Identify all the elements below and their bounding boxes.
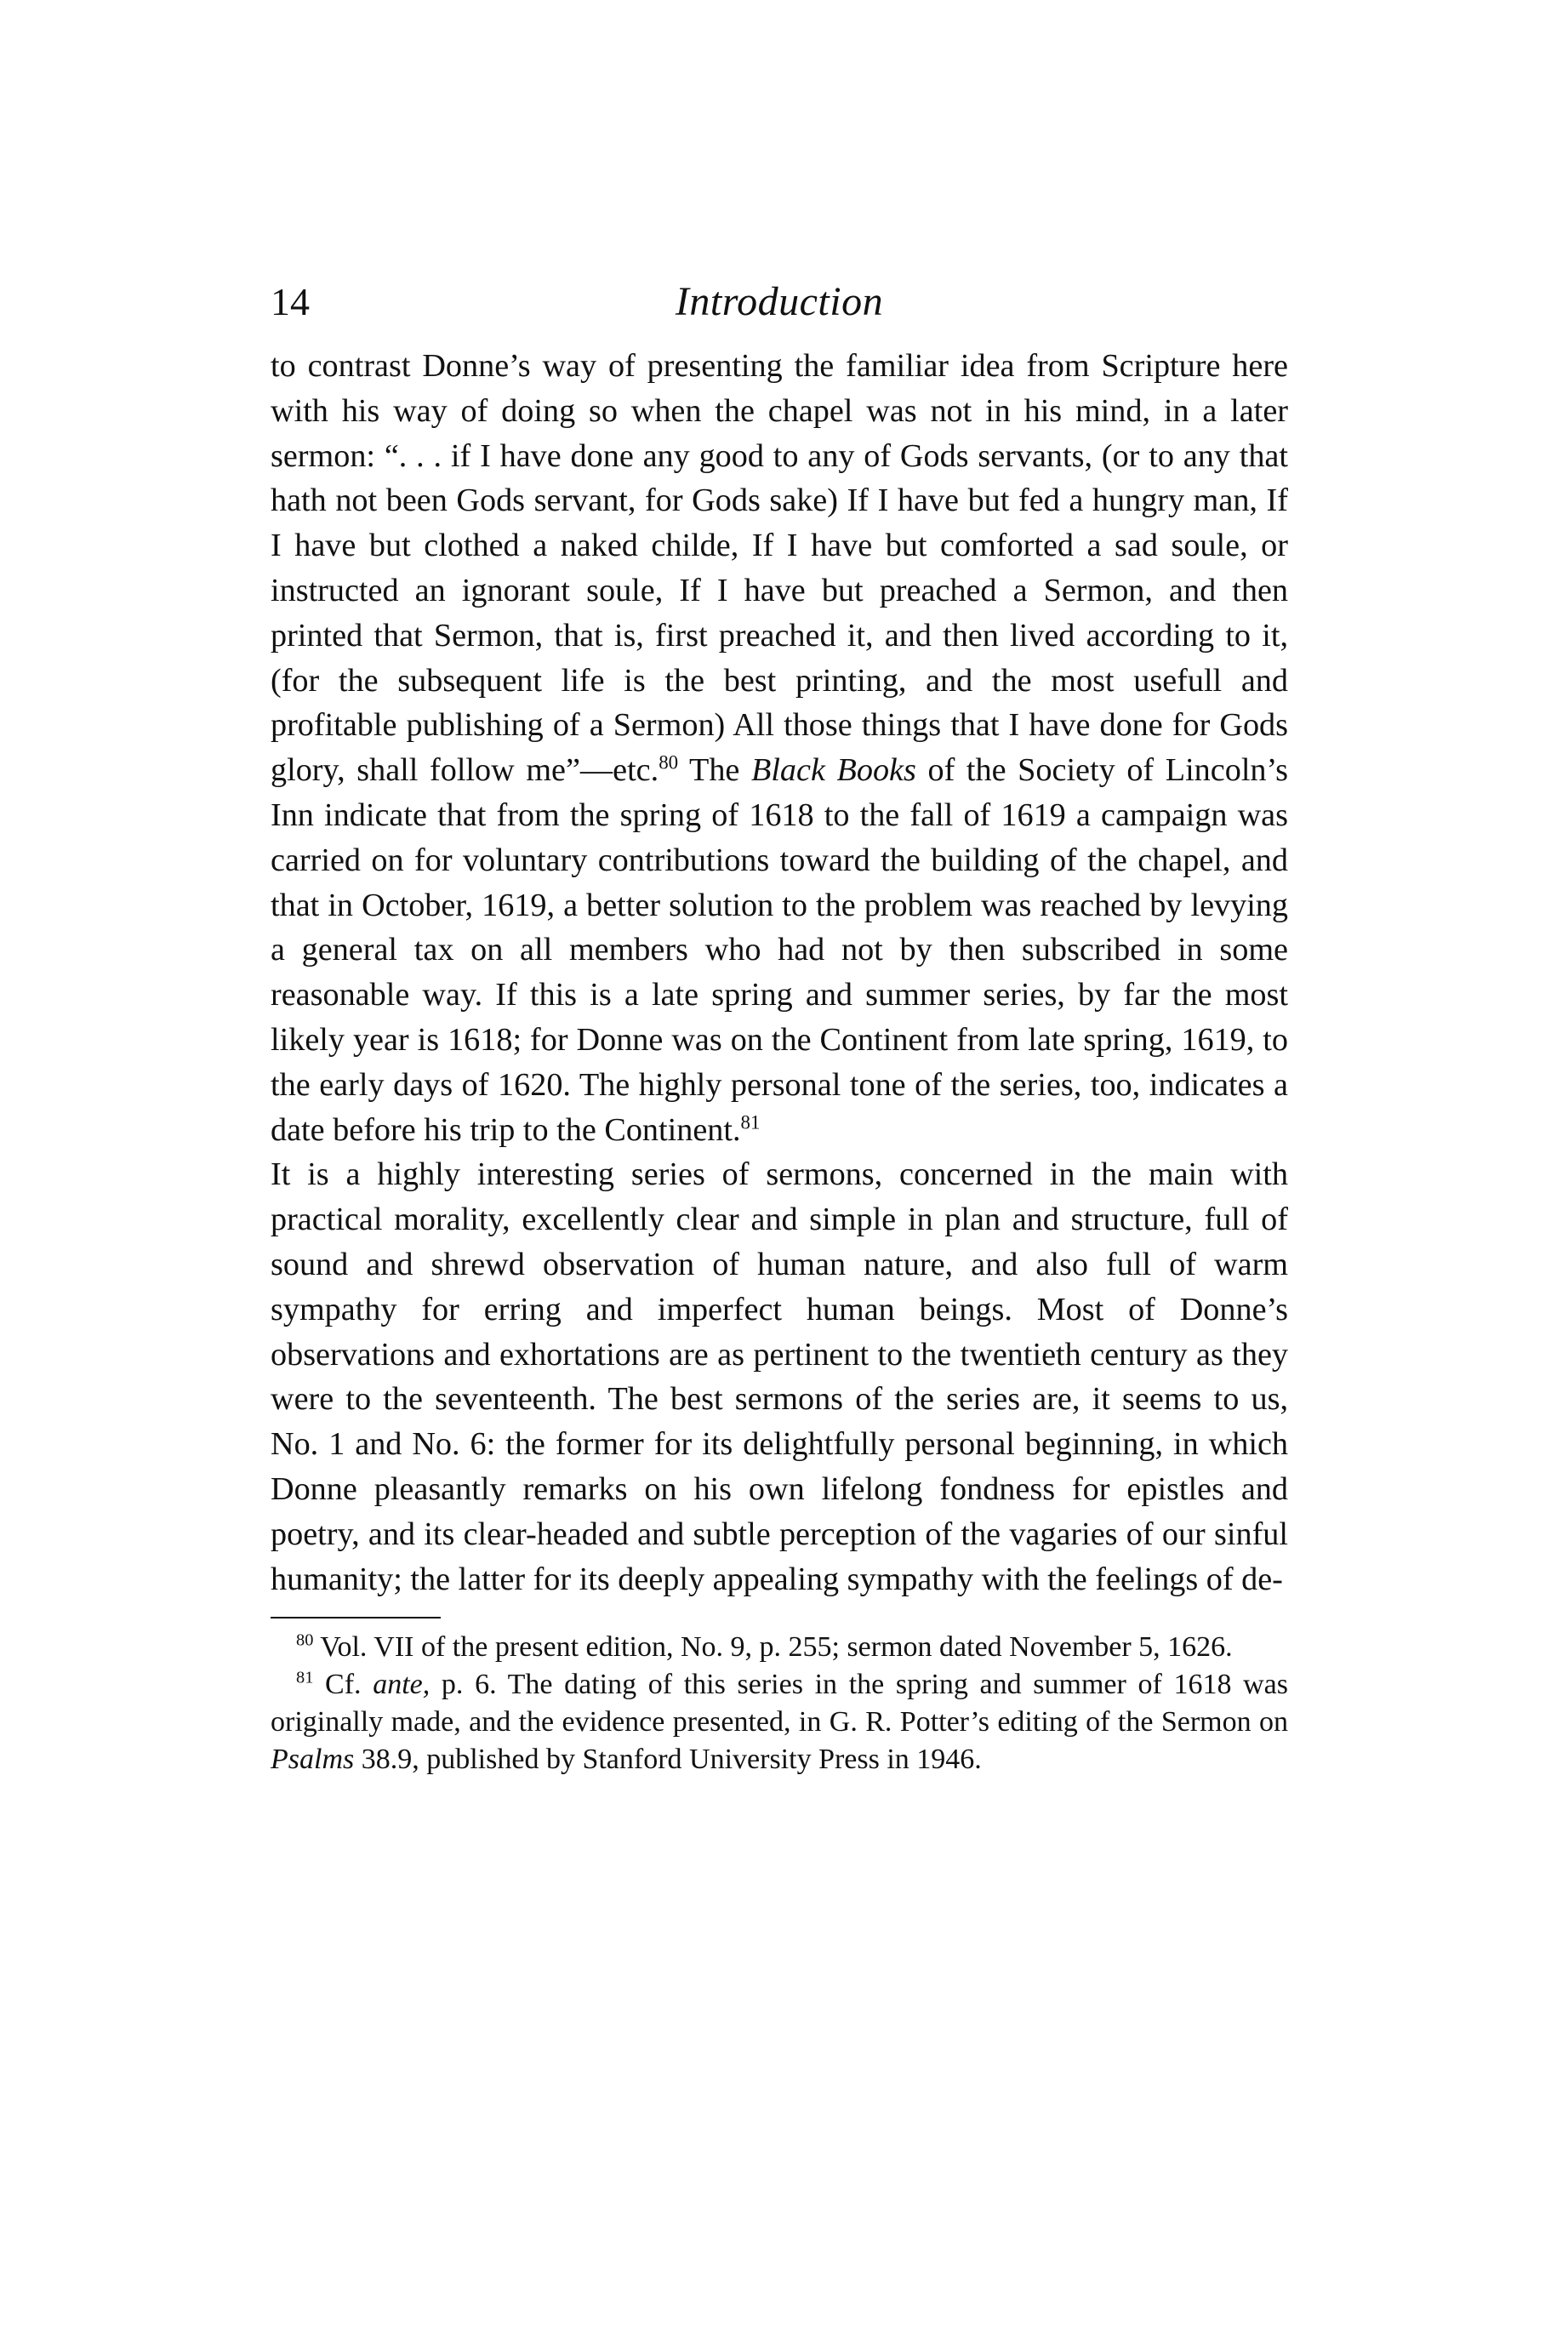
footnote-81-psalms: Psalms [271, 1744, 355, 1776]
book-page [271, 272, 1288, 1778]
paragraph-1-text-b: The [678, 752, 751, 789]
footnote-rule [271, 1617, 441, 1618]
paragraph-1-text-a: to contrast Donne’s way of presenting the familiar idea from Scripture here with his way of doing so when the chapel was not in his mind, in a later sermon: “. . . if I have done any good to any of Gods servants, (or to any that hath not been Gods servant, for Gods sake) If I have but fed a hungry man, If I have but clothed a naked childe, If I have but comforted a sad soule, or instructed an ignorant soule, If I have but preached a Sermon, and then printed that Sermon, that is, first preached it, and then lived according to it, (for the subsequent life is the best printing, and the most usefull and profitable publishing of a Sermon) All those things that I have done for Gods glory, shall follow me”—etc. [271, 348, 1288, 789]
footnote-81 [271, 1666, 1288, 1778]
paragraph-1 [271, 344, 1288, 1152]
running-head [271, 272, 1288, 332]
footnote-81-text-a: Cf. [325, 1669, 373, 1701]
footnote-80-text: Vol. VII of the present edition, No. 9, p. 255; sermon dated November 5, 1626. [320, 1631, 1233, 1664]
footnote-81-text-b: p. 6. The dating of this series in the spring and summer of 1618 was originally made, and the evidence presented, in G. R. Potter’s editing of the Sermon on [271, 1669, 1288, 1738]
footnote-ref-81: 81 [740, 1110, 761, 1133]
footnote-81-mark: 81 [296, 1668, 314, 1687]
body-text [271, 344, 1288, 1601]
footnotes [271, 1629, 1288, 1778]
footnote-80 [271, 1629, 1288, 1666]
footnote-81-ante: ante, [373, 1669, 430, 1701]
page-number: 14 [271, 280, 310, 323]
footnote-ref-80: 80 [659, 751, 679, 774]
black-books-title: Black Books [751, 752, 916, 789]
paragraph-1-text-c: of the Society of Lincoln’s Inn indicate that from the spring of 1618 to the fall of 1619 a campaign was carried on for voluntary contributions toward the building of the chapel, and that in October, 1619, a better solution to the problem was reached by levying a general tax on all members who had not by then subscribed in some reasonable way. If this is a late spring and summer series, by far the most likely year is 1618; for Donne was on the Continent from late spring, 1619, to the early days of 1620. The highly personal tone of the series, too, indicates a date before his trip to the Continent. [271, 752, 1288, 1148]
footnote-81-text-c: 38.9, published by Stanford University Press in 1946. [354, 1744, 982, 1776]
paragraph-2: It is a highly interesting series of sermons, concerned in the main with practical morality, excellently clear and simple in plan and structure, full of sound and shrewd observation of human nature, and also full of warm sympathy for erring and imperfect human beings. Most of Donne’s observations and exhortations are as pertinent to the twentieth century as they were to the seventeenth. The best sermons of the series are, it seems to us, No. 1 and No. 6: the former for its delightfully personal beginning, in which Donne pleasantly remarks on his own lifelong fondness for epistles and poetry, and its clear-headed and subtle perception of the vagaries of our sinful humanity; the latter for its deeply appealing sympathy with the feelings of de- [271, 1156, 1288, 1597]
running-title: Introduction [675, 279, 884, 324]
footnote-80-mark: 80 [296, 1630, 314, 1650]
